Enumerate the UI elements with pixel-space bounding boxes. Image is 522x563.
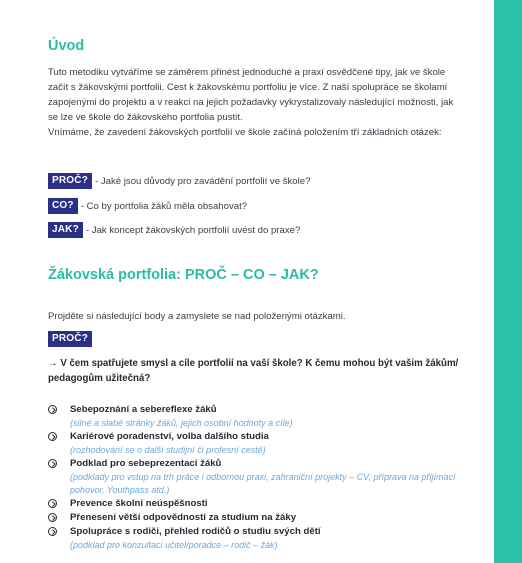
intro-line: Vnímáme, že zavedení žákovských portfolií ve škole začíná položením tří základních otázek: (48, 127, 442, 138)
item-title: Podklad pro sebeprezentaci žáků (70, 458, 222, 469)
question-text: - Co by portfolia žáků měla obsahovat? (80, 200, 248, 212)
reasons-list (48, 403, 468, 552)
list-item (48, 430, 468, 457)
circle-arrow-icon (48, 459, 57, 468)
section-heading: Žákovská portfolia: PROČ – CO – JAK? (48, 267, 319, 283)
item-title: Sebepoznání a sebereflexe žáků (70, 404, 217, 415)
list-item (48, 457, 468, 497)
item-title: Kariérové poradenství, volba dalšího studia (70, 431, 269, 442)
list-item (48, 525, 468, 552)
item-title: Přenesení větší odpovědnosti za studium na žáky (70, 512, 297, 523)
circle-arrow-icon (48, 405, 57, 414)
lead-line: pedagogům užitečná? (48, 372, 151, 384)
question-how (48, 222, 300, 238)
section-intro: Projděte si následující body a zamyslete se nad položenými otázkami. (48, 311, 346, 322)
list-item (48, 403, 468, 430)
item-note: (podklad pro konzultaci učitel/poradce – rodič – žák) (70, 540, 278, 550)
item-note: (rozhodování se o další studijní či profesní cestě) (70, 445, 266, 455)
lead-question (48, 357, 468, 386)
item-title: Prevence školní neúspěšnosti (70, 498, 208, 509)
item-note: (podklady pro vstup na trh práce i odbornou praxi, zahraniční projekty – CV, příprava na přijímací pohovor, Youthpass atd.) (70, 472, 456, 495)
circle-arrow-icon (48, 432, 57, 441)
question-text: - Jaké jsou důvody pro zavádění portfolií ve škole? (95, 175, 311, 187)
what-tag: CO? (48, 198, 78, 214)
why-section-tag: PROČ? (48, 331, 92, 347)
item-title: Spolupráce s rodiči, přehled rodičů o studiu svých dětí (70, 526, 321, 537)
list-item (48, 497, 468, 511)
circle-arrow-icon (48, 499, 57, 508)
circle-arrow-icon (48, 527, 57, 536)
intro-heading: Úvod (48, 38, 85, 54)
intro-line: se lze ve škole do žákovského portfolia pustit. (48, 112, 243, 123)
intro-paragraph (48, 65, 468, 140)
how-tag: JAK? (48, 222, 83, 238)
lead-line: → V čem spatřujete smysl a cíle portfolií na vaší škole? K čemu mohou být vašim žákům/ (48, 358, 459, 369)
list-item (48, 511, 468, 525)
question-text: - Jak koncept žákovských portfolií uvést do praxe? (85, 224, 301, 236)
question-what (48, 198, 247, 214)
intro-line: Tuto metodiku vytváříme se záměrem přinést jednoduché a praxí osvědčené tipy, jak ve škole (48, 67, 446, 78)
why-tag: PROČ? (48, 173, 92, 189)
circle-arrow-icon (48, 513, 57, 522)
intro-line: zapojenými do projektu a v reakci na jejich požadavky vykrystalizovaly následující možnosti, jak (48, 97, 454, 108)
question-why (48, 173, 310, 189)
intro-line: začít s žákovskými portfolii. Cest k žákovskému portfoliu je více. Z naší spolupráce se školami (48, 82, 447, 93)
item-note: (silné a slabé stránky žáků, jejich osobní hodnoty a cíle) (70, 418, 293, 428)
side-accent-bar (494, 0, 522, 563)
